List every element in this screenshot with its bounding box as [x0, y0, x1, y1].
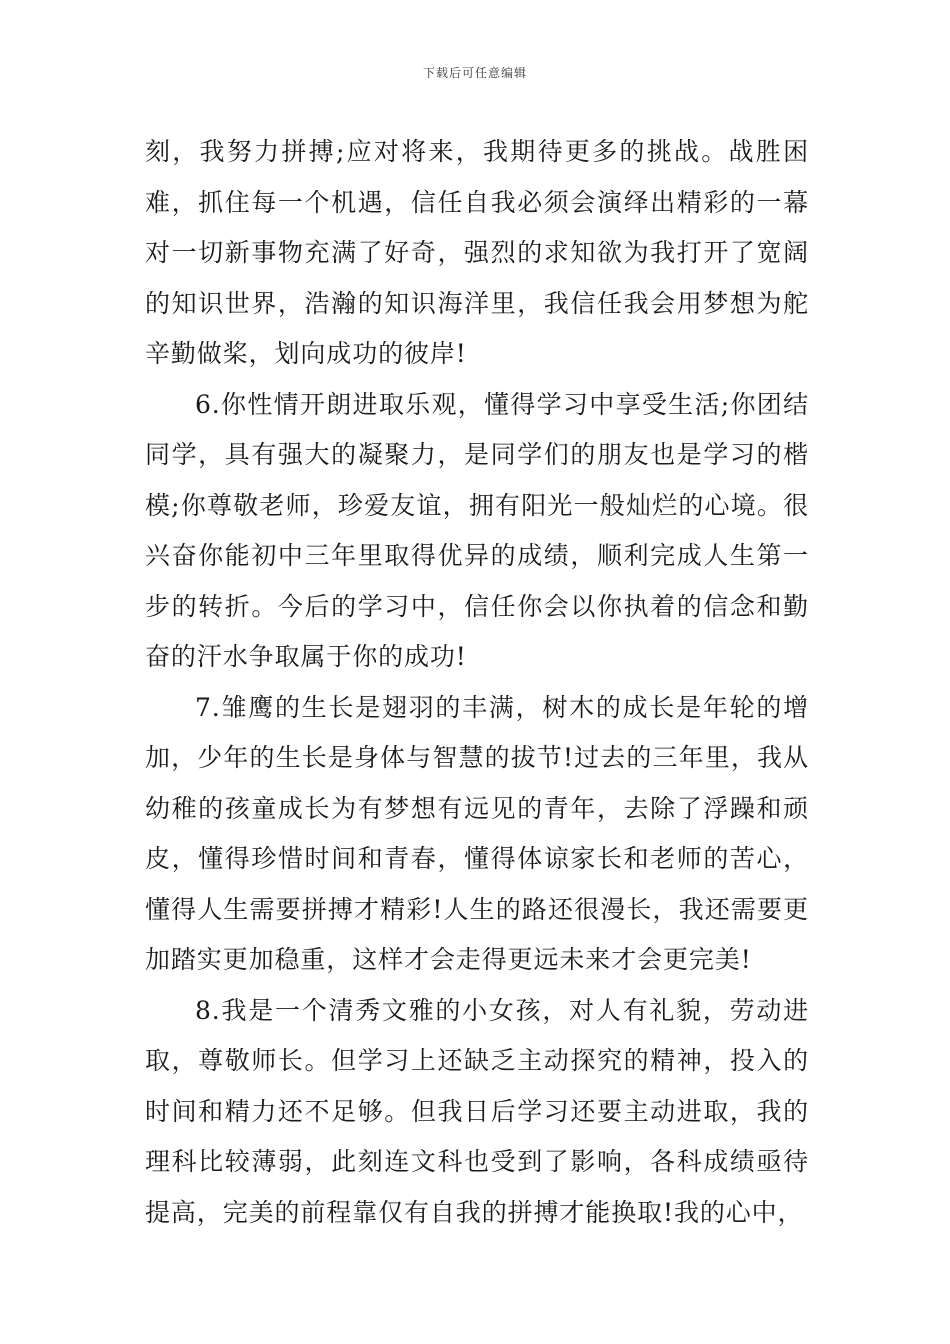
- document-body: [145, 127, 809, 1238]
- paragraph-item-7: 7.雏鹰的生长是翅羽的丰满，树木的成长是年轮的增加，少年的生长是身体与智慧的拔节!过去的三年里，我从幼稚的孩童成长为有梦想有远见的青年，去除了浮躁和顽皮，懂得珍惜时间和青春，懂得体谅家长和老师的苦心，懂得人生需要拼搏才精彩!人生的路还很漫长，我还需要更加踏实更加稳重，这样才会走得更远未来才会更完美!: [145, 692, 809, 974]
- page-header: 下载后可任意编辑: [422, 66, 527, 80]
- paragraph-item-8: 8.我是一个清秀文雅的小女孩，对人有礼貌，劳动进取，尊敬师长。但学习上还缺乏主动探究的精神，投入的时间和精力还不足够。但我日后学习还要主动进取，我的理科比较薄弱，此刻连文科也受到了影响，各科成绩亟待提高，完美的前程靠仅有自我的拼搏才能换取!我的心中，: [145, 995, 809, 1227]
- paragraph-item-6: 6.你性情开朗进取乐观，懂得学习中享受生活;你团结同学，具有强大的凝聚力，是同学们的朋友也是学习的楷模;你尊敬老师，珍爱友谊，拥有阳光一般灿烂的心境。很兴奋你能初中三年里取得优异的成绩，顺利完成人生第一步的转折。今后的学习中，信任你会以你执着的信念和勤奋的汗水争取属于你的成功!: [145, 389, 809, 671]
- paragraph-continuation: 刻，我努力拼搏;应对将来，我期待更多的挑战。战胜困难，抓住每一个机遇，信任自我必须会演绎出精彩的一幕对一切新事物充满了好奇，强烈的求知欲为我打开了宽阔的知识世界，浩瀚的知识海洋里，我信任我会用梦想为舵辛勤做桨，划向成功的彼岸!: [145, 137, 809, 368]
